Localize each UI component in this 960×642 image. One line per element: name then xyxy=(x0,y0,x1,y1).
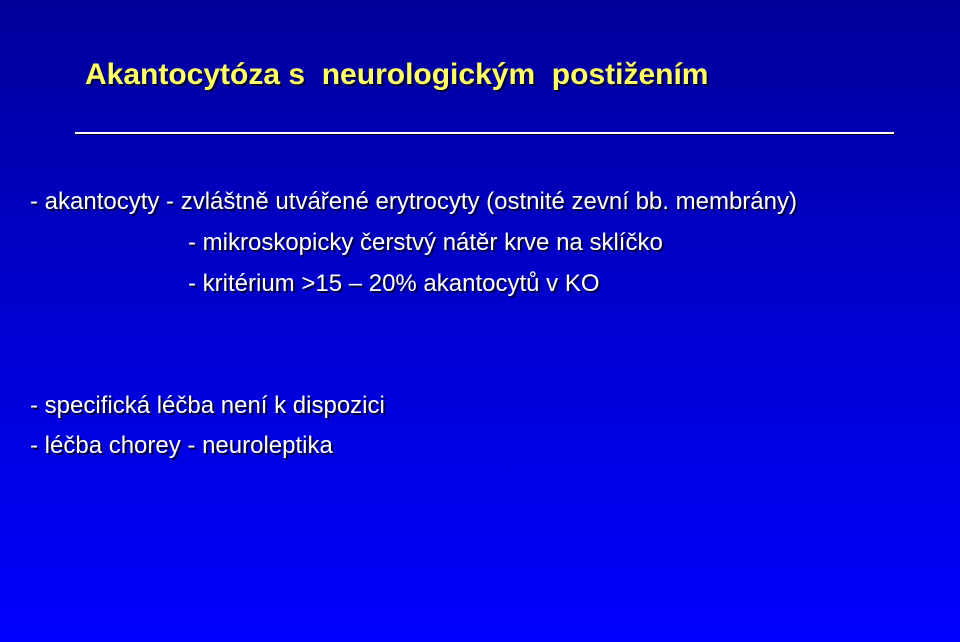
sub-bullet-mikroskopicky: - mikroskopicky čerstvý nátěr krve na sklíčko xyxy=(188,229,663,256)
bullet-lecba-chorey: - léčba chorey - neuroleptika xyxy=(30,432,333,459)
sub-bullet-kriterium: - kritérium >15 – 20% akantocytů v KO xyxy=(188,270,600,297)
bullet-specificka-lecba: - specifická léčba není k dispozici xyxy=(30,392,385,419)
bullet-akantocyty: - akantocyty - zvláštně utvářené erytrocyty (ostnité zevní bb. membrány) xyxy=(30,188,797,215)
slide-title: Akantocytóza s neurologickým postižením xyxy=(85,58,709,91)
title-underline xyxy=(75,132,894,134)
